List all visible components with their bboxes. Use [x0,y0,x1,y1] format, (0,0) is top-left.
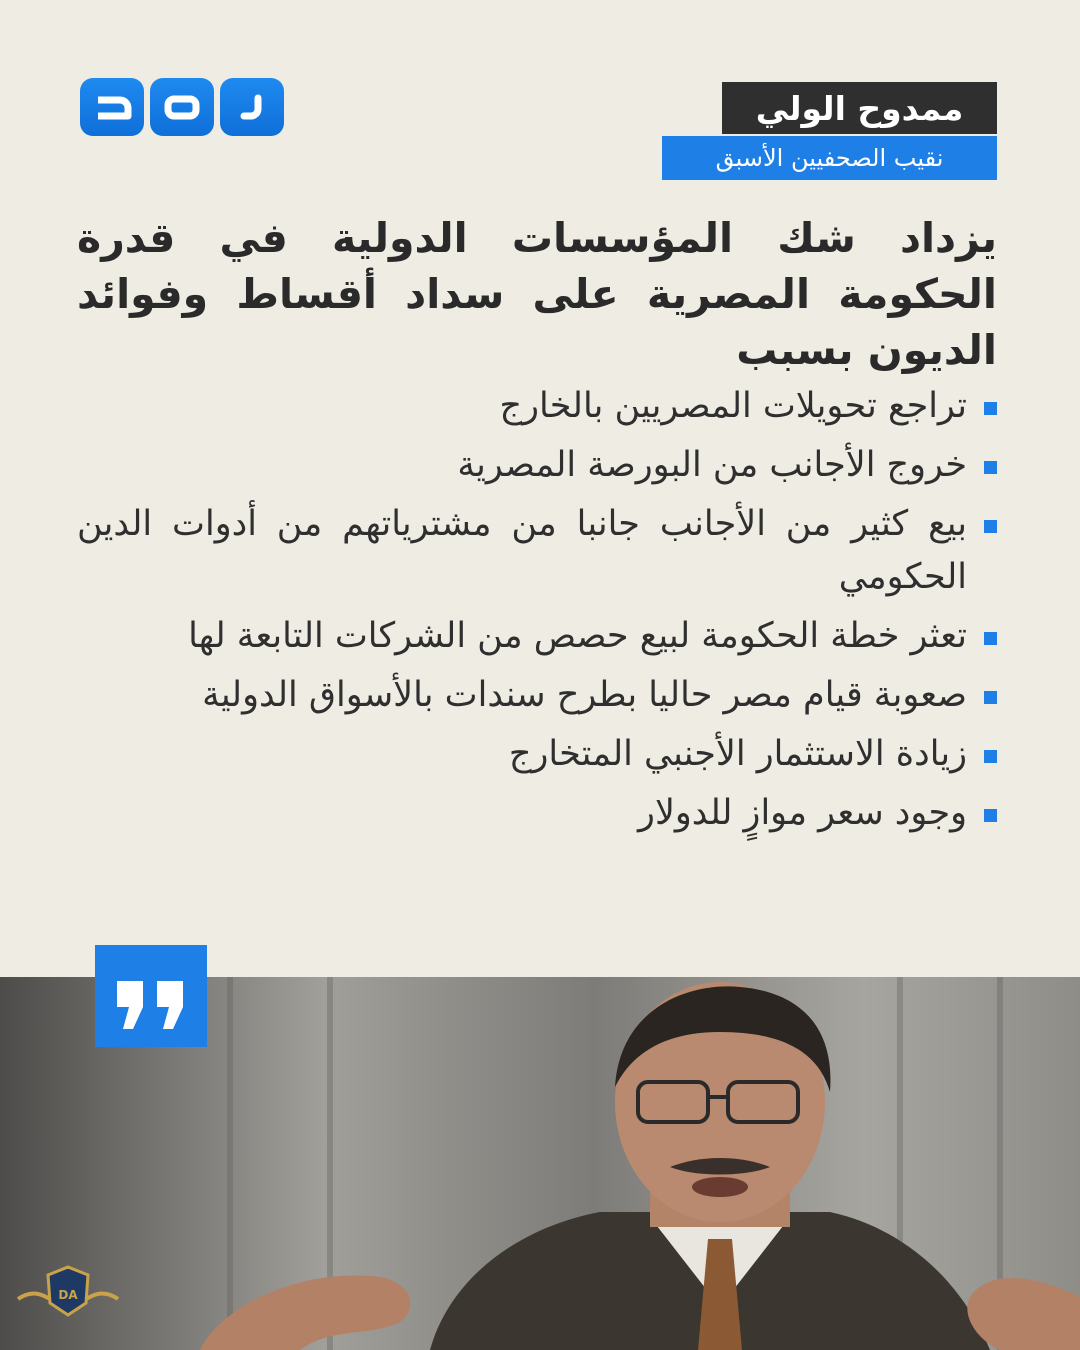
headline: يزداد شك المؤسسات الدولية في قدرة الحكومة المصرية على سداد أقساط وفوائد الديون بسبب [77,214,997,374]
person-name: ممدوح الولي [722,82,997,134]
list-item [77,669,997,722]
list-item [77,610,997,663]
bullet-icon [984,750,997,763]
list-item-text: بيع كثير من الأجانب جانبا من مشترياتهم من أدوات الدين الحكومي [77,504,967,597]
bullet-icon [984,691,997,704]
svg-text:DA: DA [58,1288,78,1302]
list-item [77,787,997,840]
bullet-icon [984,809,997,822]
watermark-logo [8,1255,128,1345]
bullet-icon [984,632,997,645]
bullet-icon [984,520,997,533]
list-item-text: تعثر خطة الحكومة لبيع حصص من الشركات التابعة لها [188,616,967,656]
person-title: نقيب الصحفيين الأسبق [662,136,997,180]
quote-icon [95,945,207,1047]
logo-tile [150,78,214,136]
bullet-icon [984,461,997,474]
list-item [77,380,997,433]
list-item-text: تراجع تحويلات المصريين بالخارج [499,386,967,426]
list-item-text: زيادة الاستثمار الأجنبي المتخارج [508,734,967,774]
bullet-icon [984,402,997,415]
list-item-text: وجود سعر موازٍ للدولار [638,793,967,833]
list-item [77,498,997,604]
list-item-text: خروج الأجانب من البورصة المصرية [457,445,967,485]
logo-tile [220,78,284,136]
list-item [77,728,997,781]
list-item-text: صعوبة قيام مصر حاليا بطرح سندات بالأسواق الدولية [202,675,967,715]
brand-logo-icon [80,78,284,136]
logo-tile [80,78,144,136]
list-item [77,439,997,492]
reasons-list [77,380,997,846]
